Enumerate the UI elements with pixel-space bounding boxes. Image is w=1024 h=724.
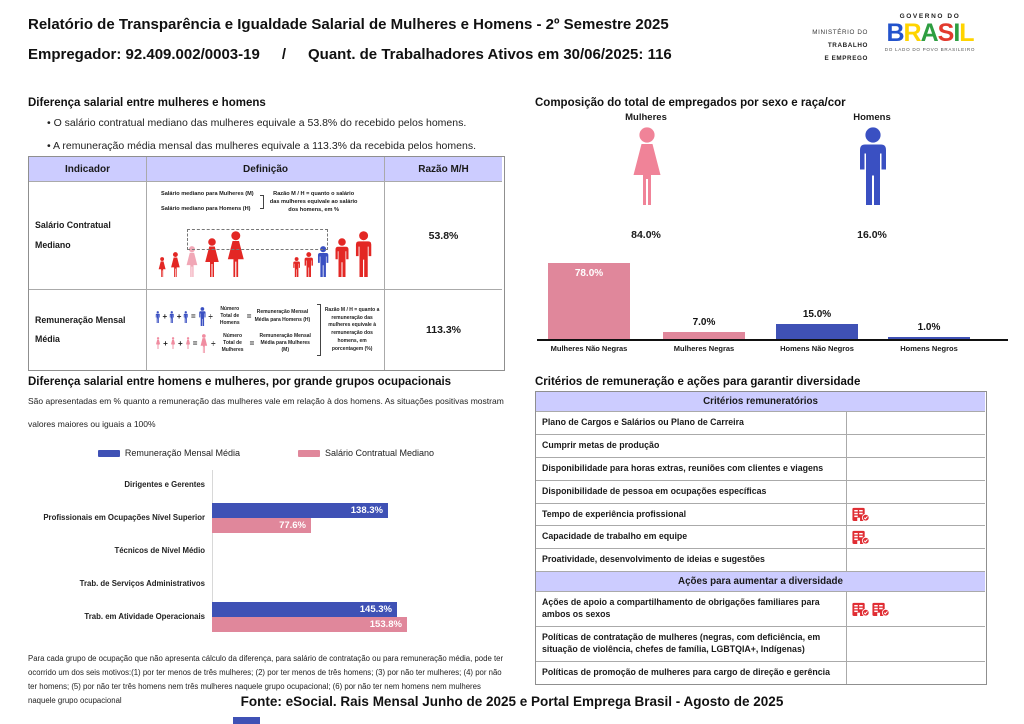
occ-category-label: Dirigentes e Gerentes xyxy=(124,480,205,489)
criteria-row-check xyxy=(847,526,985,549)
bar-category-label: Homens Negros xyxy=(900,344,958,353)
criteria-title: Critérios de remuneração e ações para garantir diversidade xyxy=(535,376,861,388)
criteria-row-check xyxy=(847,662,985,684)
bar-category-label: Mulheres Não Negras xyxy=(550,344,628,353)
bar-value-label: 78.0% xyxy=(574,268,604,279)
wage-gap-bullet-1: • O salário contratual mediano das mulheres equivale a 53.8% do recebido pelos homens. xyxy=(47,117,466,129)
woman-icon xyxy=(170,337,176,349)
brasil-wordmark xyxy=(874,20,986,46)
definition-salario-mediano xyxy=(147,182,385,290)
govbr-logo xyxy=(874,13,986,52)
ministry-line1: MINISTÉRIO DO xyxy=(812,29,868,36)
occ-row-servicos xyxy=(28,567,500,600)
building-check-icon xyxy=(852,507,870,521)
building-check-icon xyxy=(872,602,890,616)
ratio-salario-mediano: 53.8% xyxy=(385,182,502,290)
bracket-shape xyxy=(317,304,321,356)
men-divisor-label: Número Total de Homens xyxy=(219,305,240,327)
equals-operator: = xyxy=(190,312,196,322)
woman-icon xyxy=(169,252,182,277)
bar-value-label: 15.0% xyxy=(802,309,832,320)
brasil-letter: S xyxy=(937,19,954,47)
bar-salario-operacionais: 153.8% xyxy=(212,617,407,632)
brasil-letter: B xyxy=(886,19,904,47)
criteria-row-check xyxy=(847,458,985,481)
criteria-row-check xyxy=(847,592,985,627)
chart-legend xyxy=(28,448,504,458)
col-header-indicador: Indicador xyxy=(29,157,147,182)
criteria-row-label: Cumprir metas de produção xyxy=(536,435,847,458)
bar-value-label: 1.0% xyxy=(917,322,941,333)
bar-remuneracao-profissionais: 138.3% xyxy=(212,503,388,518)
brasil-letter: L xyxy=(959,19,974,47)
criteria-row-label: Ações de apoio a compartilhamento de obrigações familiares para ambos os sexos xyxy=(536,592,847,627)
indicator-label: Remuneração Mensal xyxy=(35,314,126,325)
criteria-row-check xyxy=(847,627,985,662)
criteria-row-check xyxy=(847,549,985,572)
median-definition-lines xyxy=(161,187,254,217)
median-figures-diagram xyxy=(147,223,384,277)
occ-category-label: Técnicos de Nível Médio xyxy=(114,546,205,555)
ministry-line2: TRABALHO xyxy=(827,41,868,49)
women-divisor-label: Número Total de Mulheres xyxy=(221,332,244,353)
col-header-definicao: Definição xyxy=(147,157,385,182)
occ-row-dirigentes xyxy=(28,468,500,501)
bar-salario-profissionais: 77.6% xyxy=(212,518,311,533)
occ-row-tecnicos xyxy=(28,534,500,567)
bottom-blue-mark xyxy=(233,717,260,724)
bar-homens-nao-negros xyxy=(776,324,858,339)
legend-item-blue xyxy=(98,448,240,458)
divide-operator: ÷ xyxy=(208,312,213,322)
ministry-line3: E EMPREGO xyxy=(824,54,868,62)
woman-icon xyxy=(155,337,161,349)
man-icon xyxy=(292,257,301,277)
indicator-label: Média xyxy=(35,334,60,344)
chart-baseline xyxy=(537,339,1008,341)
brasil-letter: A xyxy=(920,19,938,47)
equals-operator: = xyxy=(246,312,252,322)
report-title: Relatório de Transparência e Igualdade Salarial de Mulheres e Homens - 2º Semestre 2025 xyxy=(28,16,669,33)
legend-item-pink xyxy=(298,448,434,458)
building-check-icon xyxy=(852,602,870,616)
occ-row-operacionais xyxy=(28,600,500,633)
median-men-line: Salário mediano para Homens (H) xyxy=(161,206,251,213)
median-ratio-note: Razão M / H = quanto o salário das mulheres equivale ao salário dos homens, em % xyxy=(269,190,358,214)
man-icon xyxy=(155,311,161,323)
wage-gap-title: Diferença salarial entre mulheres e homens xyxy=(28,97,266,109)
men-average-equation xyxy=(155,306,314,328)
criteria-row-label: Capacidade de trabalho em equipe xyxy=(536,526,847,549)
building-check-icon xyxy=(852,530,870,544)
average-ratio-note: Razão M / H = quanto a remuneração das mulheres equivale à remuneração dos homens, em porcentagem (%) xyxy=(324,306,380,352)
criteria-row-label: Políticas de contratação de mulheres (negras, com deficiência, em situação de violência, chefes de família, LGBTQIA+, Indígenas) xyxy=(536,627,847,662)
criteria-row-label: Políticas de promoção de mulheres para cargo de direção e gerência xyxy=(536,662,847,684)
composition-title: Composição do total de empregados por sexo e raça/cor xyxy=(535,97,846,109)
ratio-remuneracao-media: 113.3% xyxy=(385,290,502,370)
plus-operator: + xyxy=(163,338,168,348)
man-icon xyxy=(303,252,315,277)
bracket-shape xyxy=(260,195,264,209)
wage-gap-bullet-2: • A remuneração média mensal das mulheres equivale a 113.3% da recebida pelos homens. xyxy=(47,140,476,152)
man-icon xyxy=(353,231,374,277)
criteria-row-check xyxy=(847,504,985,527)
legend-label: Remuneração Mensal Média xyxy=(124,448,240,458)
men-label: Homens xyxy=(853,112,891,123)
women-percentage: 84.0% xyxy=(631,229,661,241)
bar-remuneracao-operacionais: 145.3% xyxy=(212,602,397,617)
occupational-title: Diferença salarial entre homens e mulheres, por grande grupos ocupacionais xyxy=(28,376,452,388)
women-label: Mulheres xyxy=(625,112,667,123)
govbr-logo-bottom: DO LADO DO POVO BRASILEIRO xyxy=(884,47,976,53)
indicator-label: Salário Contratual Mediano xyxy=(35,220,111,250)
legend-label: Salário Contratual Mediano xyxy=(324,448,435,458)
brasil-letter: R xyxy=(903,19,921,47)
man-median-icon xyxy=(316,246,330,277)
occupational-footnote: Para cada grupo de ocupação que não apresenta cálculo da diferença, para salário de contratação ou para remuneração média, pode ter ocorrido um dos seis motivos:(1) por ter menos de três mulheres; (2) por ter menos de três homens; (3) por não ter mulheres; (4) por não ter homens; (5) por não ter três homens nem três mulheres naquele grupo ocupacional; (6) por não ter nem homens nem mulheres naquele grupo ocupacional xyxy=(28,654,504,706)
median-women-line: Salário mediano para Mulheres (M) xyxy=(161,191,254,197)
report-subtitle xyxy=(28,46,672,63)
bar-value-label: 7.0% xyxy=(692,317,716,328)
source-footer: Fonte: eSocial. Rais Mensal Junho de 2025 e Portal Emprega Brasil - Agosto de 2025 xyxy=(240,694,784,709)
equals-operator: = xyxy=(249,338,255,348)
woman-icon xyxy=(199,334,209,353)
occupational-subtitle: São apresentadas em % quanto a remuneração das mulheres vale em relação à dos homens. As situações positivas mostram valores maiores ou iguais a 100% xyxy=(28,396,504,429)
man-icon xyxy=(169,311,175,323)
woman-median-icon xyxy=(184,246,200,277)
women-result-label: Remuneração Mensal Média para Mulheres (M) xyxy=(259,332,311,353)
man-icon xyxy=(333,238,351,277)
occ-category-label: Trab. de Serviços Administrativos xyxy=(79,579,205,588)
indicator-salario-mediano xyxy=(29,182,147,290)
criteria-row-label: Disponibilidade de pessoa em ocupações específicas xyxy=(536,481,847,504)
criteria-section-remuneratorios: Critérios remuneratórios xyxy=(536,392,985,412)
separator: / xyxy=(281,46,286,63)
legend-swatch-blue xyxy=(98,450,120,457)
divide-operator: ÷ xyxy=(211,338,216,348)
occ-category-label: Profissionais em Ocupações Nível Superior xyxy=(43,513,205,522)
bar-category-label: Mulheres Negras xyxy=(673,344,735,353)
active-workers: Quant. de Trabalhadores Ativos em 30/06/2025: 116 xyxy=(307,46,672,63)
median-dashed-connector xyxy=(187,229,328,250)
criteria-row-label: Tempo de experiência profissional xyxy=(536,504,847,527)
occ-category-label: Trab. em Atividade Operacionais xyxy=(84,612,205,621)
plus-operator: + xyxy=(176,312,182,322)
criteria-row-check xyxy=(847,435,985,458)
man-icon xyxy=(183,311,189,323)
govbr-logo-top: GOVERNO DO xyxy=(899,13,961,20)
brasil-letter: I xyxy=(953,19,960,47)
man-icon xyxy=(198,307,207,326)
col-header-razao: Razão M/H xyxy=(385,157,502,182)
employer-id: Empregador: 92.409.002/0003-19 xyxy=(28,46,260,63)
criteria-row-label: Proatividade, desenvolvimento de ideias e sugestões xyxy=(536,549,847,572)
occ-row-profissionais xyxy=(28,501,500,534)
criteria-row-label: Plano de Cargos e Salários ou Plano de Carreira xyxy=(536,412,847,435)
men-result-label: Remuneração Mensal Média para Homens (H) xyxy=(254,309,311,323)
legend-swatch-pink xyxy=(298,450,320,457)
criteria-row-label: Disponibilidade para horas extras, reuniões com clientes e viagens xyxy=(536,458,847,481)
equals-operator: = xyxy=(192,338,198,348)
indicator-remuneracao-media xyxy=(29,290,147,370)
women-average-equation xyxy=(155,333,314,355)
woman-icon xyxy=(185,337,191,349)
definition-remuneracao-media xyxy=(147,290,385,370)
man-icon-large xyxy=(855,127,891,205)
ministry-wordmark xyxy=(796,27,868,66)
criteria-section-diversidade: Ações para aumentar a diversidade xyxy=(536,572,985,592)
men-percentage: 16.0% xyxy=(857,229,887,241)
criteria-table xyxy=(535,391,987,685)
occupational-bar-chart xyxy=(28,468,500,633)
plus-operator: + xyxy=(162,312,168,322)
indicator-table xyxy=(28,156,505,371)
woman-icon xyxy=(157,257,167,277)
criteria-row-check xyxy=(847,412,985,435)
woman-icon-large xyxy=(627,127,667,205)
bar-category-label: Homens Não Negros xyxy=(780,344,854,353)
bar-mulheres-negras xyxy=(663,332,745,339)
criteria-row-check xyxy=(847,481,985,504)
plus-operator: + xyxy=(177,338,183,348)
